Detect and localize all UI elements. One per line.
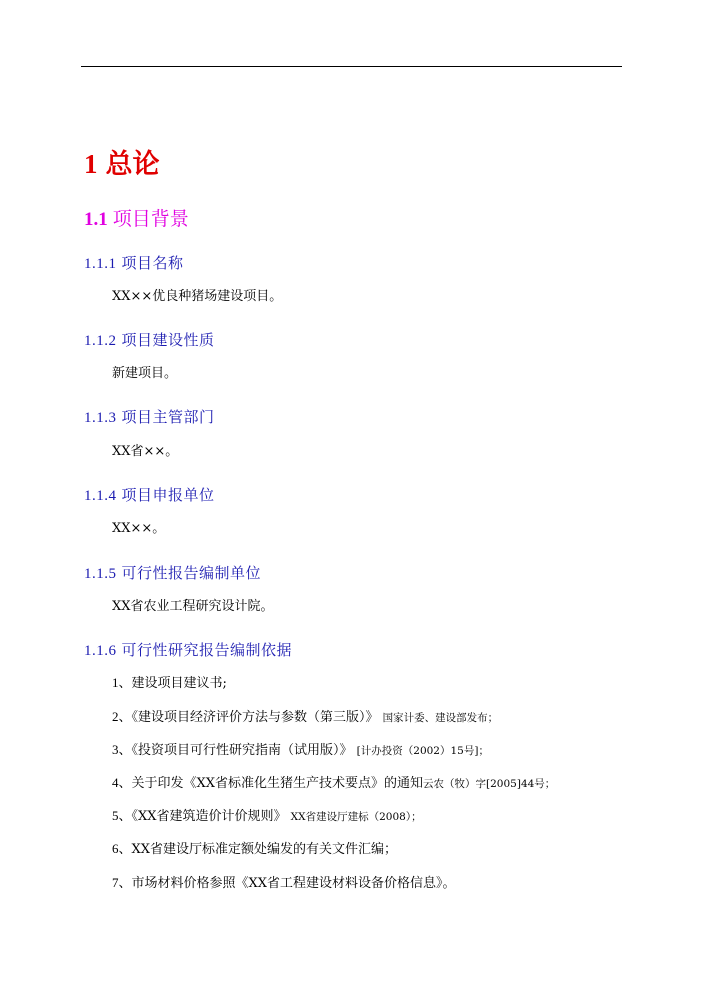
list-item-number: 4、 xyxy=(112,775,132,790)
list-item-text: 《投资项目可行性研究指南（试用版）》 xyxy=(131,743,353,758)
section-heading xyxy=(84,204,189,231)
list-item-source: 云农（牧）字[2005]44号； xyxy=(423,778,556,790)
subsection-title: 可行性研究报告编制依据 xyxy=(121,641,293,659)
subsection-number: 1.1.3 xyxy=(84,410,117,426)
list-item xyxy=(112,739,489,758)
subsection-body: XX××。 xyxy=(112,521,166,536)
subsection-title: 项目名称 xyxy=(121,254,184,272)
header-rule xyxy=(81,66,622,67)
list-item xyxy=(112,772,555,791)
list-item-number: 5、 xyxy=(112,808,132,823)
subsection-heading xyxy=(84,484,215,505)
section-number: 1.1 xyxy=(84,209,108,230)
subsection-number: 1.1.1 xyxy=(84,256,117,272)
chapter-heading xyxy=(84,142,160,181)
subsection-number: 1.1.6 xyxy=(84,643,117,659)
subsection-title: 可行性报告编制单位 xyxy=(121,564,262,582)
subsection-title: 项目建设性质 xyxy=(121,331,215,349)
list-item-number: 7、 xyxy=(112,875,132,890)
subsection-heading xyxy=(84,562,261,583)
subsection-number: 1.1.5 xyxy=(84,566,117,582)
subsection-title: 项目主管部门 xyxy=(121,408,215,426)
subsection-body: XX××优良种猪场建设项目。 xyxy=(112,289,283,304)
chapter-title: 总论 xyxy=(105,149,160,180)
list-item xyxy=(112,805,422,824)
list-item-source: [计办投资（2002）15号]； xyxy=(356,745,489,757)
subsection-body: 新建项目。 xyxy=(112,366,178,381)
list-item-text: 建设项目建议书; xyxy=(131,676,227,691)
subsection-number: 1.1.4 xyxy=(84,488,117,504)
list-item-text: XX省建设厅标准定额处编发的有关文件汇编； xyxy=(131,842,398,857)
list-item xyxy=(112,706,498,725)
list-item-source: 国家计委、建设部发布； xyxy=(382,712,499,724)
subsection-body: XX省××。 xyxy=(112,444,179,459)
list-item xyxy=(112,838,397,857)
list-item xyxy=(112,672,227,691)
subsection-heading xyxy=(84,639,292,660)
list-item xyxy=(112,872,456,891)
list-item-text: 《XX省建筑造价计价规则》 xyxy=(131,809,287,824)
list-item-number: 6、 xyxy=(112,841,132,856)
subsection-heading xyxy=(84,329,215,350)
subsection-heading xyxy=(84,406,215,427)
section-title: 项目背景 xyxy=(112,208,189,230)
subsection-heading xyxy=(84,252,184,273)
list-item-number: 1、 xyxy=(112,675,132,690)
list-item-number: 3、 xyxy=(112,742,132,757)
list-item-text: 市场材料价格参照《XX省工程建设材料设备价格信息》。 xyxy=(131,876,456,891)
list-item-source: XX省建设厅建标（2008）； xyxy=(290,811,422,823)
list-item-number: 2、 xyxy=(112,709,132,724)
subsection-body: XX省农业工程研究设计院。 xyxy=(112,599,274,614)
list-item-text: 《建设项目经济评价方法与参数（第三版）》 xyxy=(131,710,379,725)
list-item-text: 关于印发《XX省标准化生猪生产技术要点》的通知 xyxy=(131,776,424,791)
subsection-title: 项目申报单位 xyxy=(121,486,215,504)
subsection-number: 1.1.2 xyxy=(84,333,117,349)
chapter-number: 1 xyxy=(84,149,98,179)
